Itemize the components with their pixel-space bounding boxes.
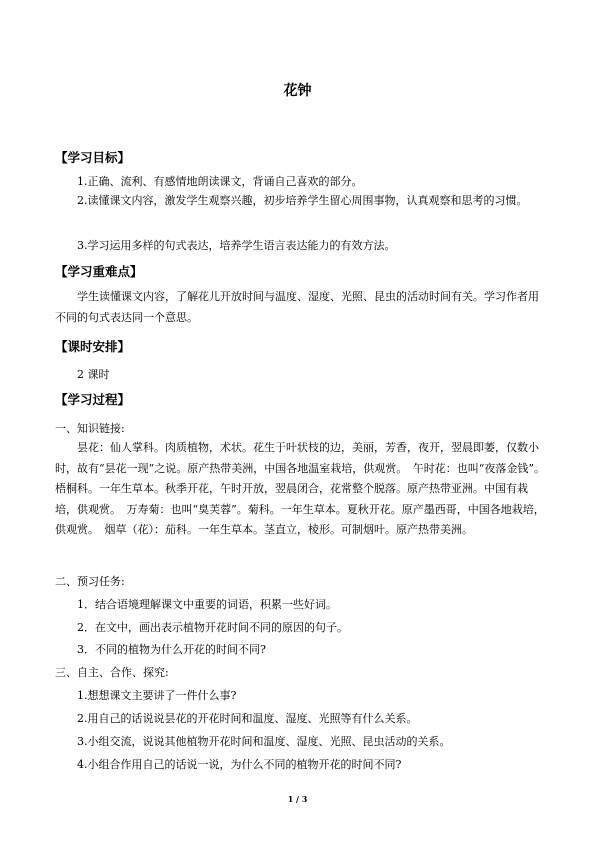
- objective-item-1: 1.正确、流利、有感情地朗读课文，背诵自己喜欢的部分。: [77, 175, 363, 188]
- explore-item-3: 3.小组交流，说说其他植物开花时间和温度、湿度、光照、昆虫活动的关系。: [77, 735, 451, 748]
- part1-title: 一、知识链接:: [55, 422, 125, 435]
- section-heading-schedule: 【课时安排】: [55, 339, 131, 354]
- explore-item-4: 4.小组合作用自己的话说一说，为什么不同的植物开花的时间不同?: [77, 758, 402, 771]
- part2-title: 二、预习任务:: [55, 575, 125, 588]
- key-points-text: 学生读懂课文内容，了解花儿开放时间与温度、湿度、光照、昆虫的活动时间有关。学习作者用不同的句式表达同一个意思。: [55, 290, 539, 324]
- objective-item-2: 2.读懂课文内容，激发学生观察兴趣，初步培养学生留心周围事物，认真观察和思考的习惯。: [77, 194, 528, 207]
- knowledge-link-text: 昙花：仙人掌科。肉质植物，术状。花生于叶状枝的边，美丽，芳香，夜开，翌晨即萎，仅数小时，故有“昙花一现”之说。原产热带美洲，中国各地温室栽培，供观赏。 午时花：也叫“夜落金钱”。梧桐科。一年生草本。秋季开花，午时开放，翌晨闭合，花常整个脱落。原产热带亚洲。中国有栽培，供观赏。 万寿菊：也叫“臭芙蓉”。菊科。一年生草本。夏秋开花。原产墨西哥，中国各地栽培，供观赏。 烟草（花）：茄科。一年生草本。茎直立，棱形。可制烟叶。原产热带美洲。: [55, 441, 545, 536]
- section-heading-key-points: 【学习重难点】: [55, 264, 143, 279]
- explore-item-2: 2.用自己的话说说昙花的开花时间和温度、湿度、光照等有什么关系。: [77, 712, 418, 725]
- objective-item-3: 3.学习运用多样的句式表达，培养学生语言表达能力的有效方法。: [77, 239, 396, 252]
- section-heading-process: 【学习过程】: [55, 392, 131, 407]
- part3-title: 三、自主、合作、探究:: [55, 666, 169, 679]
- schedule-text: 2 课时: [77, 368, 110, 381]
- preview-task-3: 3．不同的植物为什么开花的时间不同?: [77, 643, 266, 656]
- explore-item-1: 1.想想课文主要讲了一件什么事?: [77, 689, 237, 702]
- preview-task-1: 1．结合语境理解课文中重要的词语，积累一些好词。: [77, 598, 337, 611]
- section-heading-objectives: 【学习目标】: [55, 150, 131, 165]
- page-title: 花钟: [283, 83, 312, 99]
- preview-task-2: 2．在文中，画出表示植物开花时间不同的原因的句子。: [77, 621, 348, 634]
- page-number: 1 / 3: [287, 794, 308, 804]
